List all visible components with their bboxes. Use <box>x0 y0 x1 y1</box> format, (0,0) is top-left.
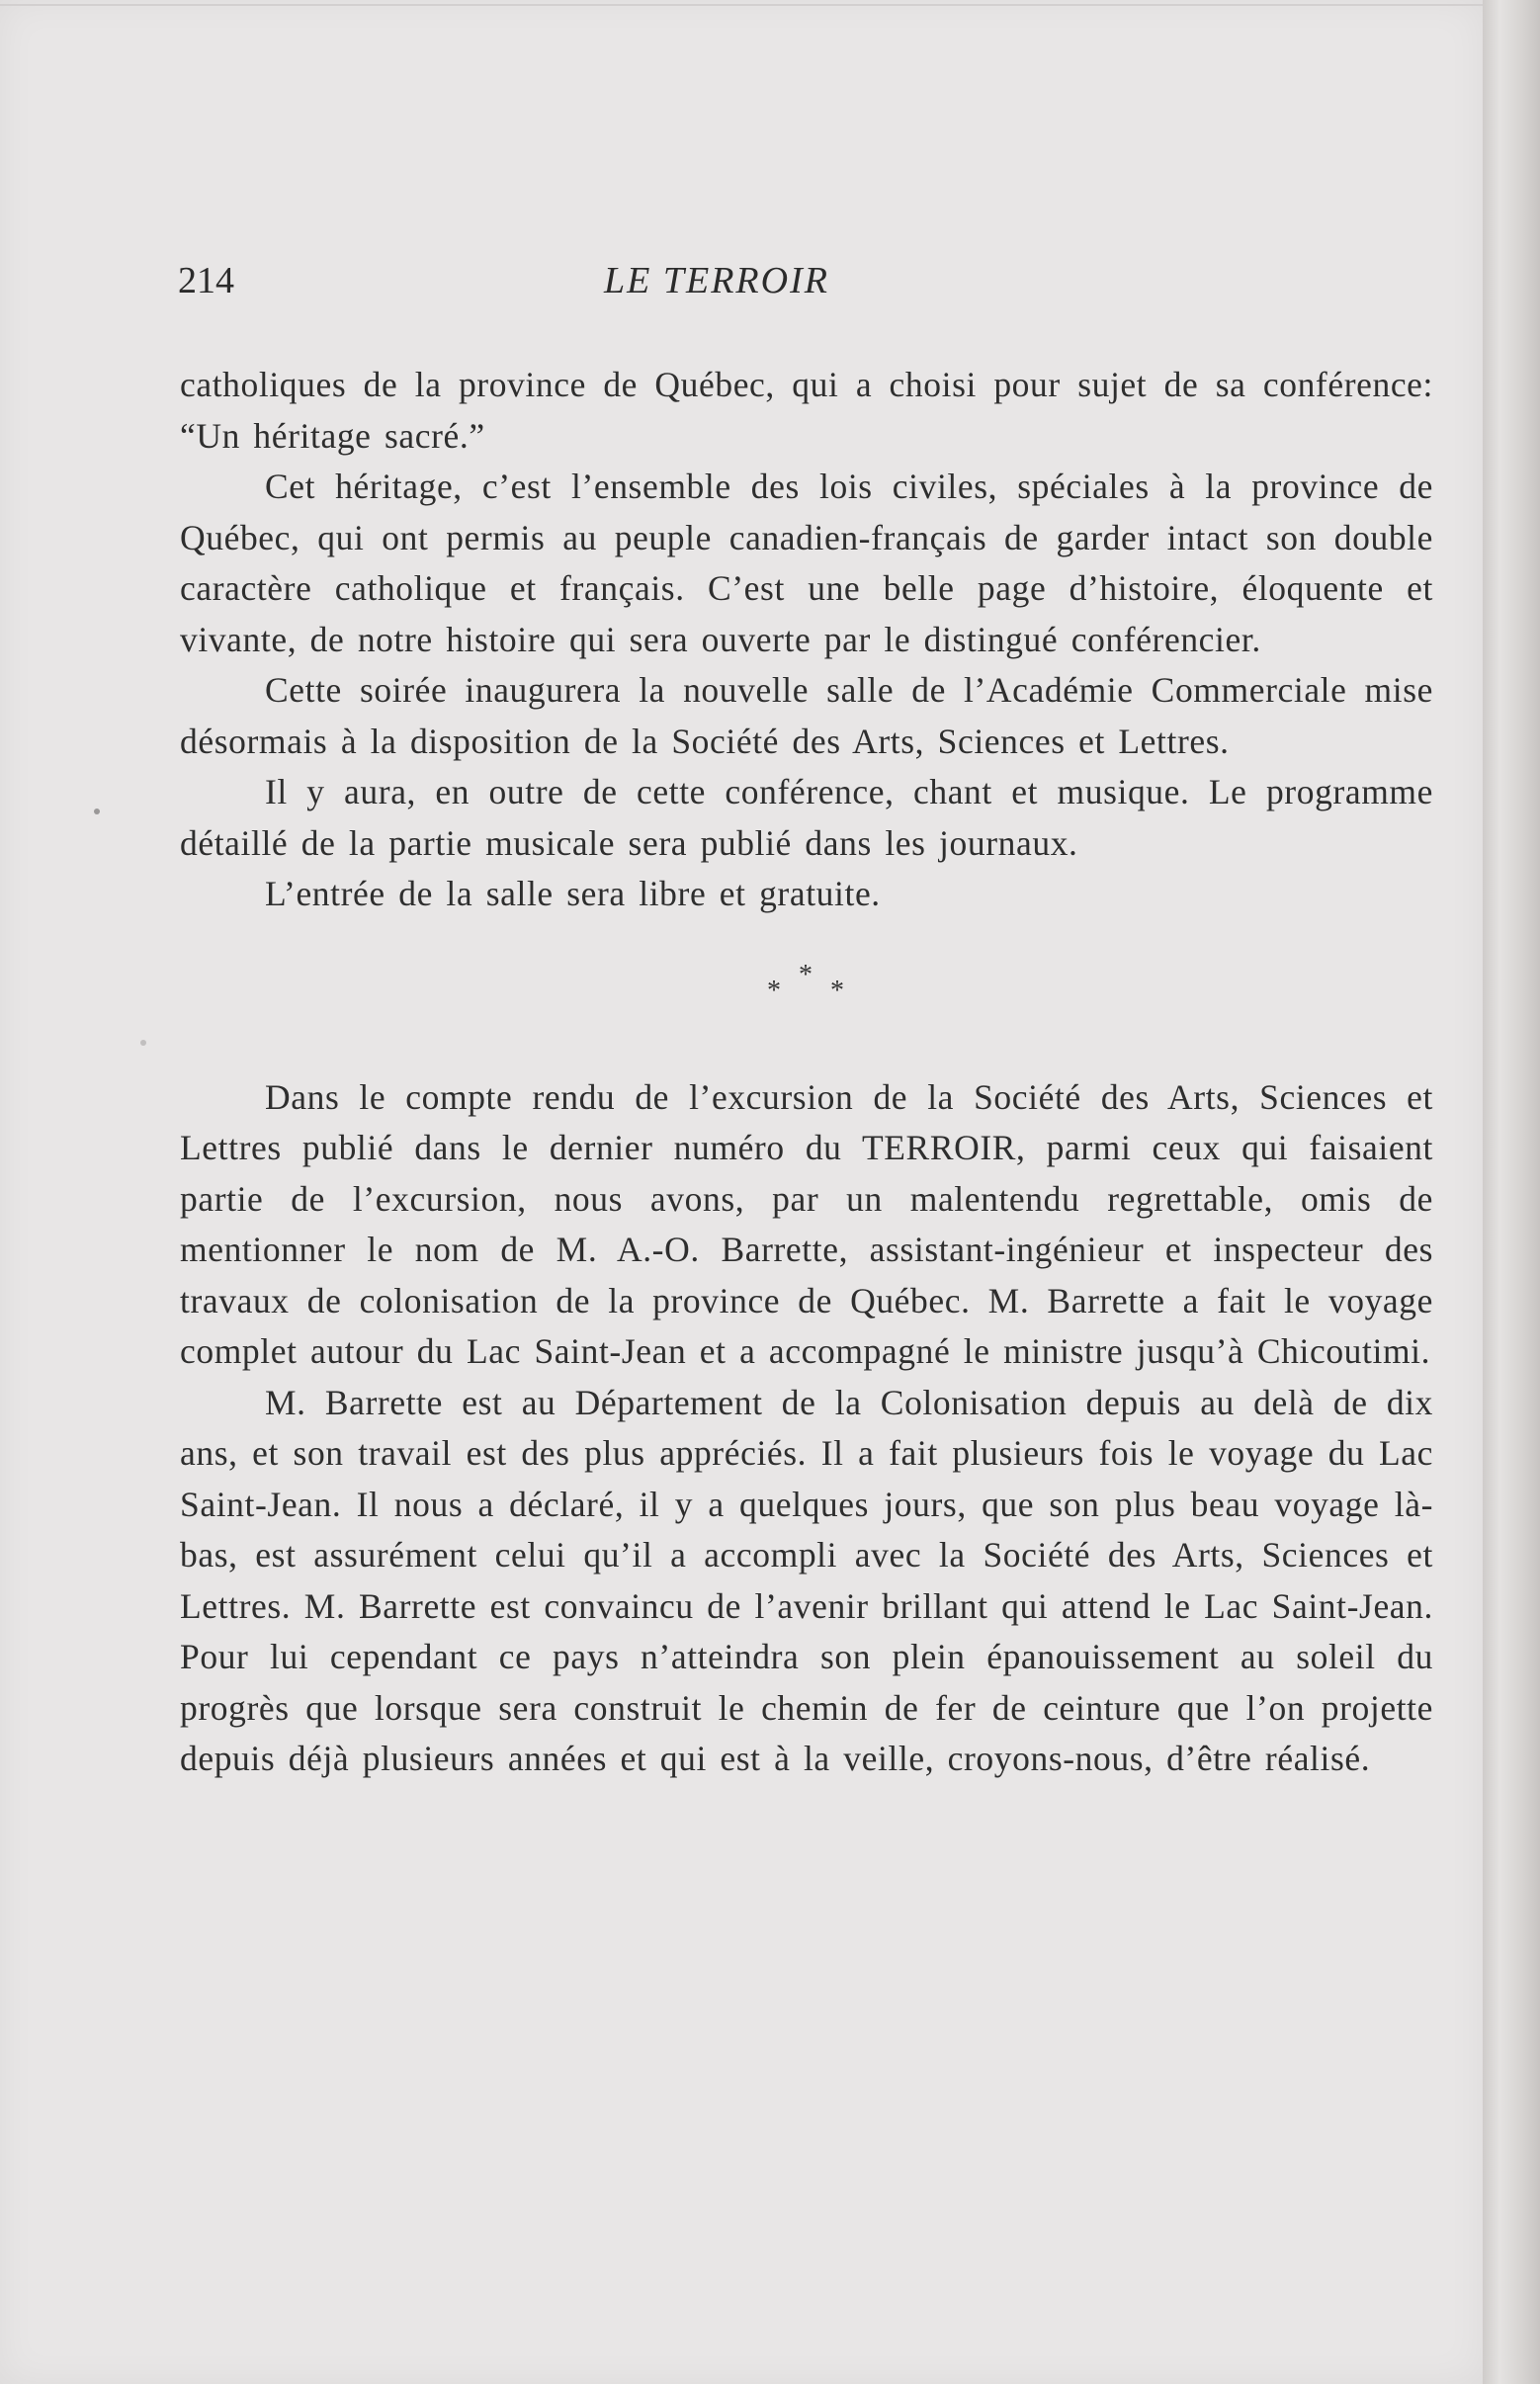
paragraph: Dans le compte rendu de l’excursion de la Société des Arts, Sciences et Lettres publié dans le dernier numéro du TERROIR, parmi ceux qui faisaient partie de l’excursion, nous avons, par un malentendu regrettable, omis de mentionner le nom de M. A.-O. Barrette, assistant-ingénieur et inspecteur des travaux de colonisation de la province de Québec. M. Barrette a fait le voyage complet autour du Lac Saint-Jean et a accompagné le ministre jusqu’à Chicoutimi. <box>180 1076 1433 1371</box>
paragraph: L’entrée de la salle sera libre et gratuite. <box>265 874 881 913</box>
asterisk: * <box>799 959 813 990</box>
section-separator <box>180 920 1433 1072</box>
paragraph: Cette soirée inaugurera la nouvelle salle de l’Académie Commerciale mise désormais à la disposition de la Société des Arts, Sciences et Lettres. <box>180 670 1433 761</box>
page-header <box>178 259 1433 318</box>
asterisk: * <box>767 975 782 1006</box>
paragraph: Cet héritage, c’est l’ensemble des lois civiles, spéciales à la province de Québec, qui ont permis au peuple canadien-français de garder intact son double caractère catholique et français. C’est une belle page d’histoire, éloquente et vivante, de notre histoire qui sera ouverte par le distingué conférencier. <box>180 467 1433 659</box>
top-rule <box>0 4 1483 6</box>
paragraph: catholiques de la province de Québec, qui a choisi pour sujet de sa conférence: “Un héritage sacré.” <box>180 365 1433 456</box>
paragraph: M. Barrette est au Département de la Colonisation depuis au delà de dix ans, et son travail est des plus appréciés. Il a fait plusieurs fois le voyage du Lac Saint-Jean. Il nous a déclaré, il y a quelques jours, que son plus beau voyage là-bas, est assurément celui qu’il a accompli avec la Société des Arts, Sciences et Lettres. M. Barrette est convaincu de l’avenir brillant qui attend le Lac Saint-Jean. Pour lui cependant ce pays n’atteindra son plein épanouissement au soleil du progrès que lorsque sera construit le chemin de fer de ceinture que l’on projette depuis déjà plusieurs années et qui est à la veille, croyons-nous, d’être réalisé. <box>180 1382 1433 1778</box>
running-title: LE TERROIR <box>604 260 829 301</box>
page-edge <box>1483 0 1540 2384</box>
paper-speck <box>140 1040 146 1046</box>
asterisk: * <box>830 975 845 1006</box>
page-number: 214 <box>178 260 234 301</box>
body-text <box>180 360 1433 1785</box>
paper-speck <box>94 809 100 814</box>
paragraph: Il y aura, en outre de cette conférence, chant et musique. Le programme détaillé de la partie musicale sera publié dans les journaux. <box>180 772 1433 863</box>
